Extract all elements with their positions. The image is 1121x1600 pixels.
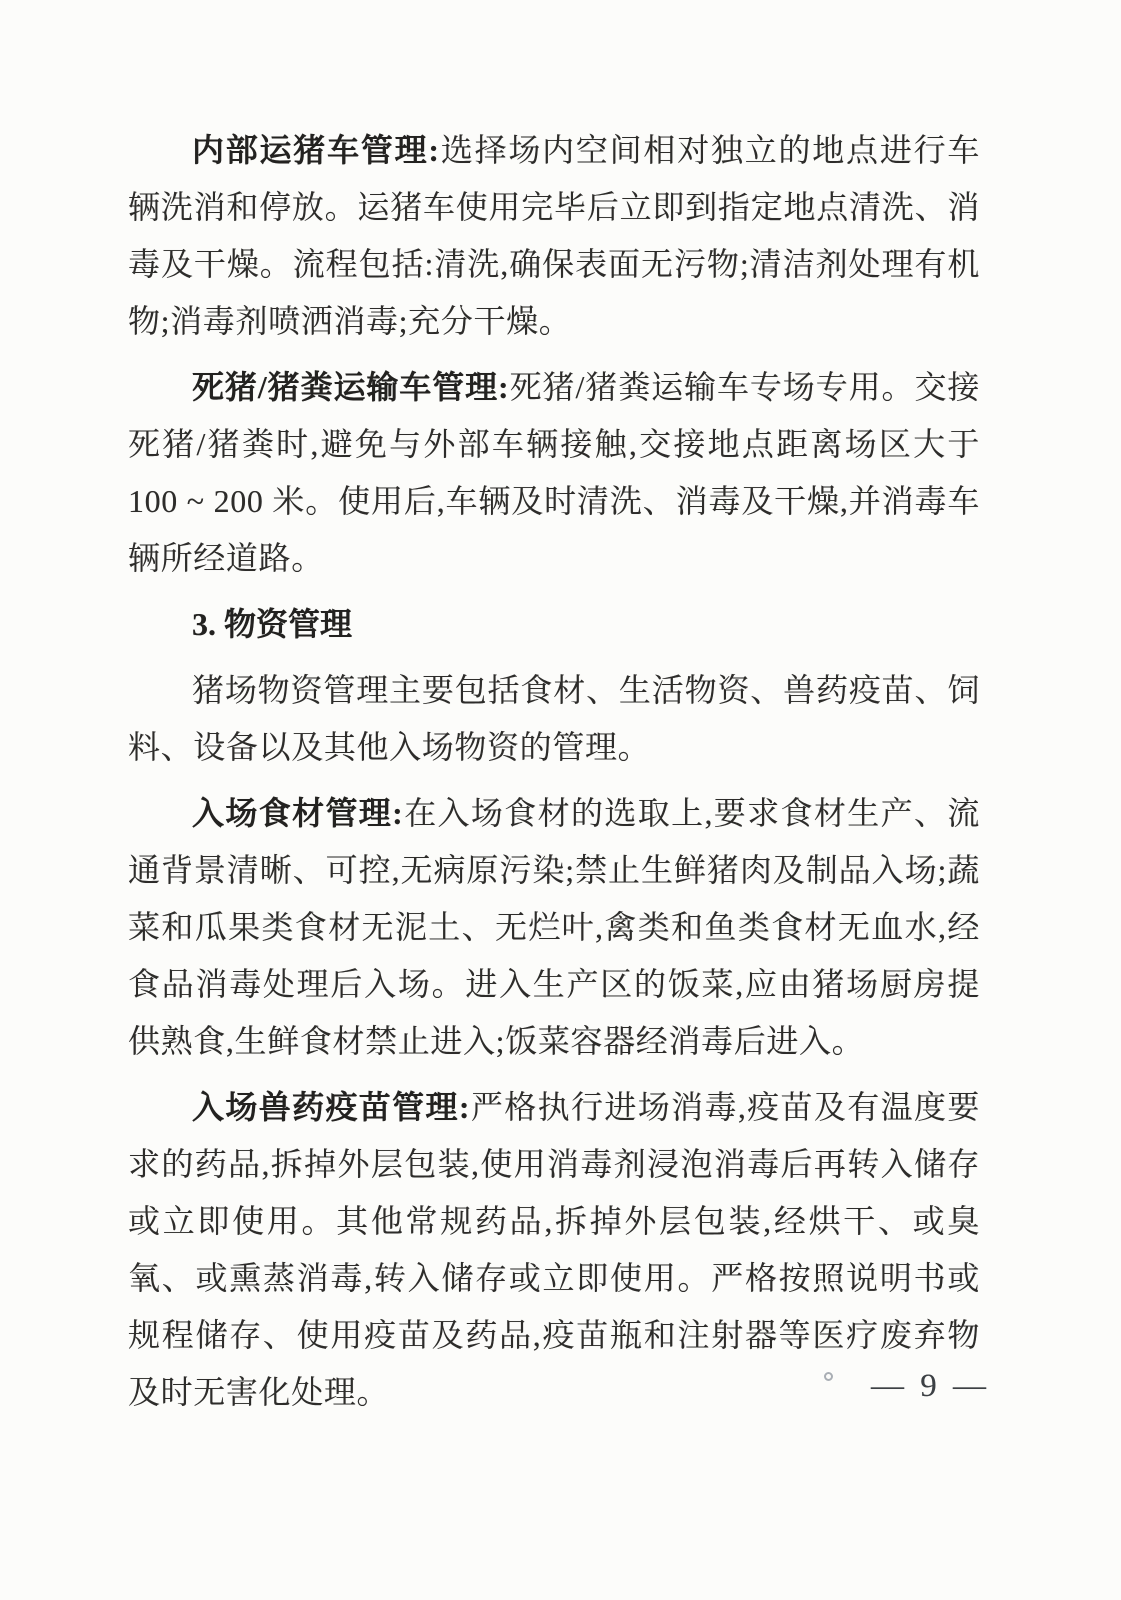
document-content	[128, 122, 980, 1430]
paragraph-materials-overview	[128, 662, 980, 776]
paragraph-body-text: 在入场食材的选取上,要求食材生产、流通背景清晰、可控,无病原污染;禁止生鲜猪肉及制品入场;蔬菜和瓜果类食材无泥土、无烂叶,禽类和鱼类食材无血水,经食品消毒处理后入场。进入生产区的饭菜,应由猪场厨房提供熟食,生鲜食材禁止进入;饭菜容器经消毒后进入。	[128, 795, 980, 1059]
paragraph-lead-term: 入场兽药疫苗管理:	[192, 1089, 471, 1125]
section-heading-materials-management: 3. 物资管理	[192, 606, 353, 642]
paragraph-dead-pig-manure-truck-management	[128, 359, 980, 587]
paragraph-lead-term: 入场食材管理:	[192, 795, 404, 831]
paragraph-body-text: 猪场物资管理主要包括食材、生活物资、兽药疫苗、饲料、设备以及其他入场物资的管理。	[128, 672, 980, 765]
page-number: — 9 —	[871, 1368, 990, 1404]
scan-artifact-dot	[824, 1372, 833, 1381]
page-footer	[871, 1366, 990, 1406]
paragraph-body-text: 选择场内空间相对独立的地点进行车辆洗消和停放。运猪车使用完毕后立即到指定地点清洗、消毒及干燥。流程包括:清洗,确保表面无污物;清洁剂处理有机物;消毒剂喷洒消毒;充分干燥。	[128, 132, 980, 339]
paragraph-body-text: 死猪/猪粪运输车专场专用。交接死猪/猪粪时,避免与外部车辆接触,交接地点距离场区大于 100 ~ 200 米。使用后,车辆及时清洗、消毒及干燥,并消毒车辆所经道路。	[128, 369, 980, 576]
paragraph-lead-term: 内部运猪车管理:	[192, 132, 440, 168]
paragraph-lead-term: 死猪/猪粪运输车管理:	[192, 369, 510, 405]
paragraph-body-text: 严格执行进场消毒,疫苗及有温度要求的药品,拆掉外层包装,使用消毒剂浸泡消毒后再转入储存或立即使用。其他常规药品,拆掉外层包装,经烘干、或臭氧、或熏蒸消毒,转入储存或立即使用。严格按照说明书或规程储存、使用疫苗及药品,疫苗瓶和注射器等医疗废弃物及时无害化处理。	[128, 1089, 980, 1410]
paragraph-internal-pig-truck-management	[128, 122, 980, 350]
paragraph-incoming-food-management	[128, 785, 980, 1070]
paragraph-incoming-vet-drug-vaccine-management	[128, 1079, 980, 1421]
